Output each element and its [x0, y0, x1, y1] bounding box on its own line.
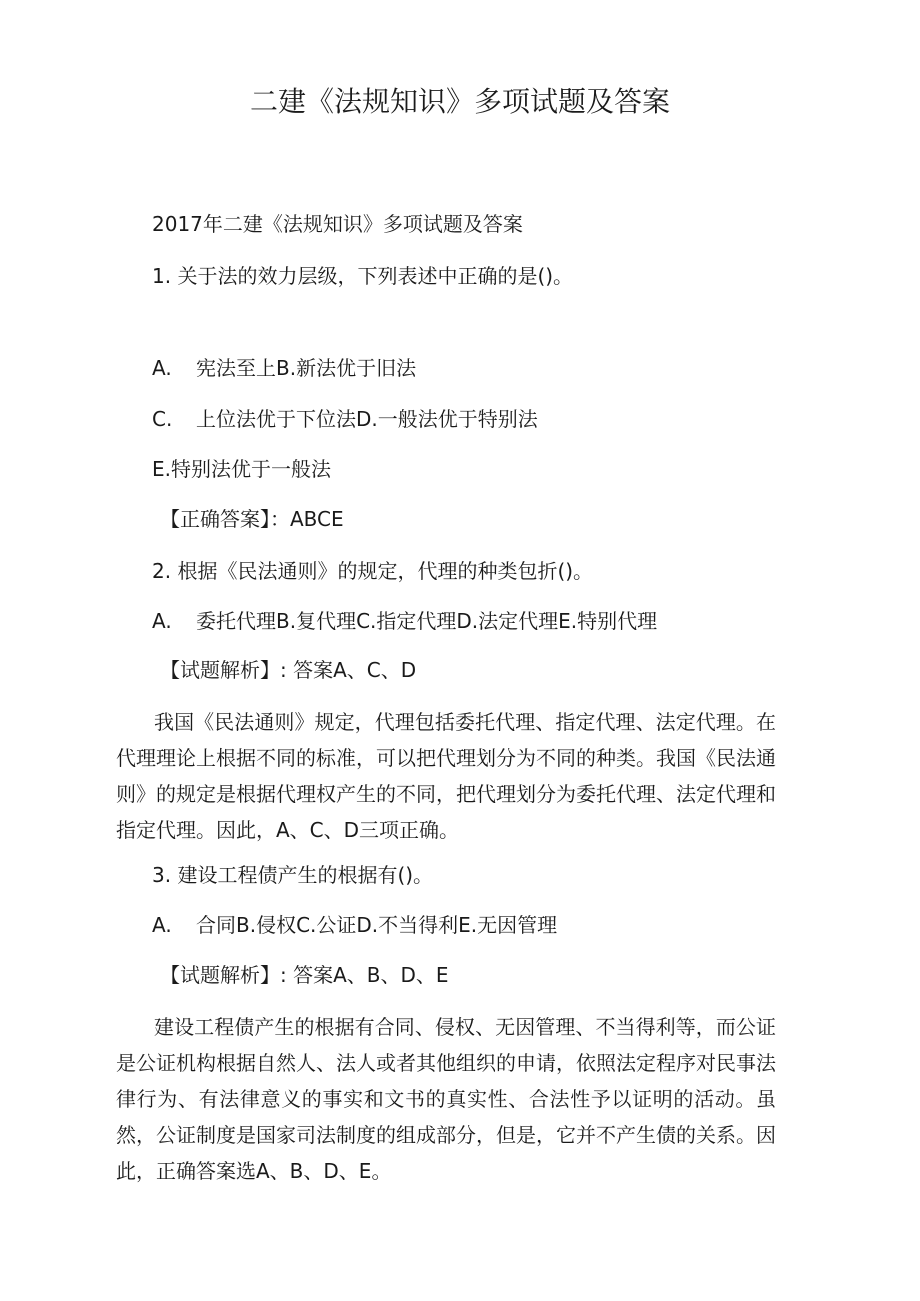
document-subtitle: 2017年二建《法规知识》多项试题及答案	[152, 212, 523, 236]
option-text: 委托代理B.复代理C.指定代理D.法定代理E.特别代理	[196, 609, 658, 633]
question-2-option-row-1	[152, 607, 657, 635]
question-1-option-row-2	[152, 405, 538, 433]
option-letter: C.	[152, 407, 173, 431]
question-2-analysis-label: 【试题解析】: 答案A、C、D	[160, 658, 417, 682]
document-title: 二建《法规知识》多项试题及答案	[249, 85, 670, 118]
question-3-analysis-label: 【试题解析】: 答案A、B、D、E	[160, 963, 449, 987]
question-1-option-row-3: E.特别法优于一般法	[152, 457, 331, 481]
option-text: 上位法优于下位法D.一般法优于特别法	[196, 407, 538, 431]
question-3-option-row-1	[152, 911, 557, 939]
question-1-stem: 1. 关于法的效力层级，下列表述中正确的是()。	[152, 264, 574, 288]
question-2-explanation: 我国《民法通则》规定，代理包括委托代理、指定代理、法定代理。在代理理论上根据不同的标准，可以把代理划分为不同的种类。我国《民法通则》的规定是根据代理权产生的不同，把代理划分为委托代理、法定代理和指定代理。因此，A、C、D三项正确。	[116, 710, 776, 842]
question-3-explanation: 建设工程债产生的根据有合同、侵权、无因管理、不当得利等，而公证是公证机构根据自然人、法人或者其他组织的申请，依照法定程序对民事法律行为、有法律意义的事实和文书的真实性、合法性予以证明的活动。虽然，公证制度是国家司法制度的组成部分，但是，它并不产生债的关系。因此，正确答案选A、B、D、E。	[116, 1015, 776, 1183]
question-1-option-row-1	[152, 354, 416, 382]
option-text: 合同B.侵权C.公证D.不当得利E.无因管理	[196, 913, 558, 937]
option-text: 宪法至上B.新法优于旧法	[196, 356, 417, 380]
question-2-stem: 2. 根据《民法通则》的规定，代理的种类包折()。	[152, 559, 594, 583]
option-letter: A.	[152, 356, 172, 380]
question-3-stem: 3. 建设工程债产生的根据有()。	[152, 863, 434, 887]
question-1-answer: 【正确答案】：ABCE	[160, 507, 344, 531]
option-letter: A.	[152, 913, 172, 937]
option-letter: A.	[152, 609, 172, 633]
